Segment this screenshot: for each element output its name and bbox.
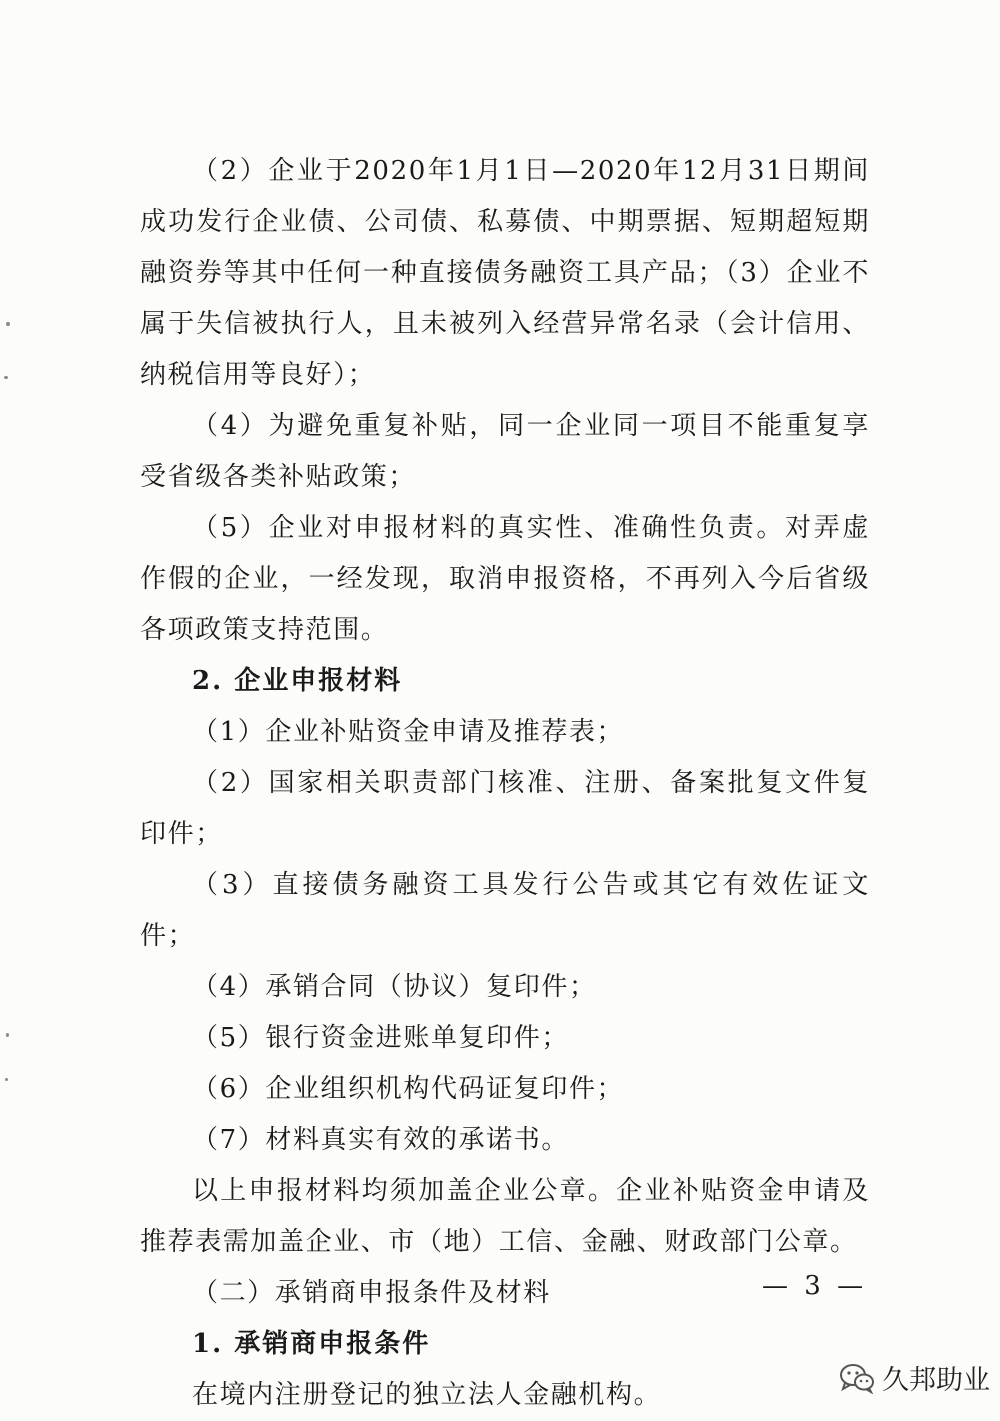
paragraph-underwriter-condition: 在境内注册登记的独立法人金融机构。	[192, 1380, 662, 1410]
list-item-material-1: （1）企业补贴资金申请及推荐表；	[192, 717, 625, 747]
heading-enterprise-materials: 2. 企业申报材料	[192, 666, 403, 696]
list-item-material-5: （5）银行资金进账单复印件；	[192, 1023, 569, 1053]
scan-speck	[4, 376, 8, 379]
wechat-icon	[838, 1362, 876, 1394]
scan-speck	[5, 1078, 8, 1081]
paragraph-condition-5: （5）企业对申报材料的真实性、准确性负责。对弄虚作假的企业，一经发现，取消申报资格，不再列入今后省级各项政策支持范围。	[140, 513, 870, 645]
watermark-text: 久邦助业	[882, 1365, 990, 1396]
list-item-material-6: （6）企业组织机构代码证复印件；	[192, 1074, 625, 1104]
section-heading-underwriter: （二）承销商申报条件及材料	[192, 1278, 551, 1308]
paragraph-seal-note: 以上申报材料均须加盖企业公章。企业补贴资金申请及推荐表需加盖企业、市（地）工信、金融、财政部门公章。	[140, 1176, 870, 1257]
list-item-material-2: （2）国家相关职责部门核准、注册、备案批复文件复印件；	[140, 768, 870, 849]
watermark	[838, 1358, 990, 1397]
scan-speck	[6, 322, 10, 326]
heading-underwriter-conditions: 1. 承销商申报条件	[192, 1329, 431, 1359]
page-number: — 3 —	[762, 1271, 868, 1301]
paragraph-condition-4: （4）为避免重复补贴，同一企业同一项目不能重复享受省级各类补贴政策；	[140, 411, 870, 492]
list-item-material-3: （3）直接债务融资工具发行公告或其它有效佐证文件；	[140, 870, 870, 951]
list-item-material-7: （7）材料真实有效的承诺书。	[192, 1125, 569, 1155]
document-body	[140, 146, 870, 1421]
scan-speck	[6, 1033, 9, 1037]
paragraph-condition-2: （2）企业于2020年1月1日—2020年12月31日期间成功发行企业债、公司债、私募债、中期票据、短期超短期融资券等其中任何一种直接债务融资工具产品；（3）企业不属于失信被执行人，且未被列入经营异常名录（会计信用、纳税信用等良好）；	[140, 156, 870, 390]
list-item-material-4: （4）承销合同（协议）复印件；	[192, 972, 597, 1002]
